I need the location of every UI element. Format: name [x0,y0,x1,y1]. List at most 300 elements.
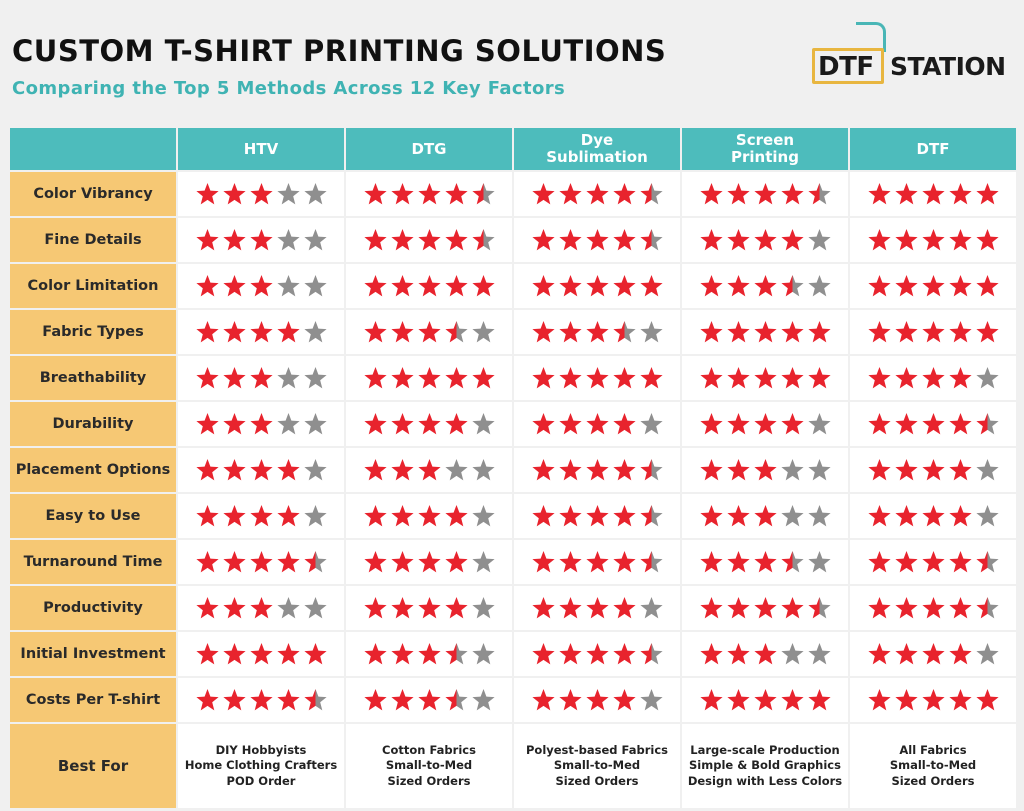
star-full-icon [780,228,805,252]
star-empty-icon [276,228,301,252]
star-rating [699,596,832,620]
star-full-icon [249,320,274,344]
best-for-value: Large-scale Production Simple & Bold Graphics Design with Less Colors [682,724,848,808]
star-full-icon [558,550,583,574]
star-full-icon [417,504,442,528]
star-empty-icon [639,320,664,344]
star-full-icon [867,642,892,666]
star-full-icon [807,320,832,344]
star-full-icon [807,366,832,390]
star-full-icon [753,228,778,252]
star-rating [531,688,664,712]
star-full-icon [780,182,805,206]
star-full-icon [894,504,919,528]
star-full-icon [585,458,610,482]
star-full-icon [921,182,946,206]
star-full-icon [780,412,805,436]
star-full-icon [726,320,751,344]
star-full-icon [948,182,973,206]
rating-cell [514,172,680,216]
star-full-icon [948,366,973,390]
star-full-icon [249,596,274,620]
star-full-icon [558,412,583,436]
star-full-icon [195,412,220,436]
star-full-icon [867,228,892,252]
column-header: HTV [178,128,344,170]
star-full-icon [726,366,751,390]
star-full-icon [249,688,274,712]
star-full-icon [558,182,583,206]
rating-cell [514,402,680,446]
star-full-icon [699,688,724,712]
star-rating [195,320,328,344]
star-full-icon [612,366,637,390]
row-label: Breathability [10,356,176,400]
star-full-icon [894,320,919,344]
star-full-icon [699,320,724,344]
star-empty-icon [303,596,328,620]
star-full-icon [444,550,469,574]
star-empty-icon [276,366,301,390]
star-full-icon [753,412,778,436]
star-rating [363,550,496,574]
star-full-icon [249,550,274,574]
star-half-icon [780,550,805,574]
star-rating [699,504,832,528]
rating-cell [514,310,680,354]
rating-cell [850,632,1016,676]
star-rating [699,182,832,206]
star-rating [531,274,664,298]
rating-cell [682,356,848,400]
star-full-icon [894,642,919,666]
star-rating [531,504,664,528]
rating-cell [850,586,1016,630]
star-full-icon [249,642,274,666]
star-full-icon [195,550,220,574]
rating-cell [850,356,1016,400]
rating-cell [682,310,848,354]
star-rating [867,320,1000,344]
star-full-icon [222,550,247,574]
rating-cell [346,678,512,722]
star-rating [699,458,832,482]
best-for-value: DIY Hobbyists Home Clothing Crafters POD Order [178,724,344,808]
star-empty-icon [303,320,328,344]
rating-cell [346,632,512,676]
star-full-icon [444,274,469,298]
rating-cell [850,218,1016,262]
star-full-icon [753,182,778,206]
column-header: Screen Printing [682,128,848,170]
star-full-icon [612,642,637,666]
star-rating [195,228,328,252]
star-empty-icon [807,504,832,528]
rating-cell [682,494,848,538]
rating-cell [514,448,680,492]
star-full-icon [894,412,919,436]
star-rating [699,320,832,344]
star-full-icon [585,228,610,252]
star-empty-icon [303,366,328,390]
star-rating [363,320,496,344]
star-empty-icon [807,458,832,482]
rating-cell [178,586,344,630]
star-full-icon [948,458,973,482]
table-corner [10,128,176,170]
rating-cell [178,218,344,262]
star-full-icon [753,274,778,298]
rating-cell [682,218,848,262]
star-full-icon [867,366,892,390]
star-full-icon [612,596,637,620]
star-full-icon [612,228,637,252]
star-rating [363,182,496,206]
star-rating [195,504,328,528]
star-rating [195,550,328,574]
star-full-icon [948,688,973,712]
star-full-icon [444,228,469,252]
best-for-value: Polyest-based Fabrics Small-to-Med Sized Orders [514,724,680,808]
star-empty-icon [303,274,328,298]
star-full-icon [417,412,442,436]
star-full-icon [726,688,751,712]
star-empty-icon [276,274,301,298]
star-full-icon [921,596,946,620]
star-full-icon [921,366,946,390]
star-full-icon [585,504,610,528]
star-rating [531,412,664,436]
rating-cell [346,356,512,400]
star-full-icon [921,228,946,252]
best-for-label: Best For [10,724,176,808]
row-label: Placement Options [10,448,176,492]
star-full-icon [921,412,946,436]
rating-cell [850,264,1016,308]
rating-cell [850,402,1016,446]
star-full-icon [948,412,973,436]
star-full-icon [390,596,415,620]
star-full-icon [585,320,610,344]
star-rating [531,320,664,344]
star-full-icon [195,274,220,298]
star-rating [699,550,832,574]
comparison-table [10,128,1016,808]
star-full-icon [417,228,442,252]
star-full-icon [195,504,220,528]
star-full-icon [867,182,892,206]
star-full-icon [531,550,556,574]
star-full-icon [444,366,469,390]
star-empty-icon [303,412,328,436]
star-rating [195,458,328,482]
star-full-icon [444,412,469,436]
logo-station-text: STATION [890,52,1006,81]
page-subtitle: Comparing the Top 5 Methods Across 12 Key Factors [12,78,566,99]
star-full-icon [699,596,724,620]
star-full-icon [558,228,583,252]
star-rating [195,182,328,206]
star-full-icon [699,366,724,390]
star-full-icon [921,550,946,574]
star-full-icon [249,182,274,206]
star-empty-icon [276,182,301,206]
star-full-icon [639,366,664,390]
star-full-icon [417,458,442,482]
star-full-icon [222,504,247,528]
rating-cell [514,678,680,722]
star-full-icon [444,504,469,528]
star-half-icon [639,228,664,252]
star-rating [699,274,832,298]
star-full-icon [417,596,442,620]
rating-cell [850,172,1016,216]
star-full-icon [417,688,442,712]
star-full-icon [726,596,751,620]
star-full-icon [363,320,388,344]
star-full-icon [867,274,892,298]
star-full-icon [585,366,610,390]
star-full-icon [195,642,220,666]
star-full-icon [639,274,664,298]
star-full-icon [867,504,892,528]
star-full-icon [417,642,442,666]
star-empty-icon [303,458,328,482]
rating-cell [514,494,680,538]
star-full-icon [276,458,301,482]
star-full-icon [780,688,805,712]
star-full-icon [390,366,415,390]
star-full-icon [531,228,556,252]
star-rating [195,596,328,620]
star-rating [531,366,664,390]
rating-cell [346,402,512,446]
star-empty-icon [807,550,832,574]
star-empty-icon [471,550,496,574]
star-empty-icon [975,504,1000,528]
star-full-icon [948,642,973,666]
star-half-icon [639,458,664,482]
star-rating [363,504,496,528]
star-full-icon [444,596,469,620]
star-full-icon [222,642,247,666]
star-full-icon [276,504,301,528]
star-full-icon [276,320,301,344]
star-rating [531,642,664,666]
star-full-icon [363,274,388,298]
star-full-icon [390,412,415,436]
star-full-icon [390,458,415,482]
star-full-icon [699,412,724,436]
star-full-icon [585,688,610,712]
star-rating [867,504,1000,528]
star-full-icon [975,320,1000,344]
star-rating [531,458,664,482]
star-full-icon [363,182,388,206]
star-full-icon [363,642,388,666]
star-full-icon [612,550,637,574]
star-half-icon [780,274,805,298]
star-full-icon [363,550,388,574]
star-full-icon [753,642,778,666]
star-full-icon [612,458,637,482]
star-full-icon [867,412,892,436]
star-full-icon [249,412,274,436]
star-full-icon [867,458,892,482]
star-full-icon [363,458,388,482]
rating-cell [682,448,848,492]
star-full-icon [249,366,274,390]
rating-cell [682,172,848,216]
star-full-icon [894,596,919,620]
star-full-icon [390,642,415,666]
rating-cell [514,540,680,584]
star-full-icon [558,504,583,528]
star-half-icon [612,320,637,344]
star-full-icon [921,458,946,482]
star-full-icon [417,182,442,206]
star-empty-icon [975,642,1000,666]
star-full-icon [612,412,637,436]
star-half-icon [444,688,469,712]
rating-cell [178,540,344,584]
rating-cell [682,402,848,446]
star-full-icon [699,504,724,528]
star-full-icon [558,320,583,344]
rating-cell [850,494,1016,538]
star-full-icon [363,412,388,436]
star-rating [363,366,496,390]
star-empty-icon [276,596,301,620]
star-full-icon [975,274,1000,298]
star-empty-icon [303,228,328,252]
star-empty-icon [780,642,805,666]
star-full-icon [948,320,973,344]
star-full-icon [531,274,556,298]
rating-cell [346,264,512,308]
star-full-icon [612,504,637,528]
star-full-icon [699,228,724,252]
star-full-icon [195,366,220,390]
star-full-icon [195,596,220,620]
star-full-icon [558,688,583,712]
star-full-icon [222,182,247,206]
star-full-icon [699,458,724,482]
star-full-icon [948,550,973,574]
star-empty-icon [471,458,496,482]
rating-cell [682,540,848,584]
star-full-icon [531,412,556,436]
star-full-icon [390,688,415,712]
star-empty-icon [471,642,496,666]
star-empty-icon [471,412,496,436]
star-full-icon [921,642,946,666]
star-full-icon [612,274,637,298]
star-full-icon [558,274,583,298]
star-half-icon [975,412,1000,436]
star-full-icon [726,182,751,206]
star-full-icon [585,274,610,298]
rating-cell [514,356,680,400]
star-rating [867,274,1000,298]
star-full-icon [222,366,247,390]
rating-cell [850,540,1016,584]
rating-cell [514,586,680,630]
star-full-icon [417,274,442,298]
star-full-icon [390,550,415,574]
star-full-icon [531,642,556,666]
star-full-icon [558,642,583,666]
star-full-icon [921,688,946,712]
rating-cell [346,540,512,584]
star-full-icon [612,688,637,712]
rating-cell [850,310,1016,354]
star-half-icon [639,182,664,206]
star-half-icon [471,228,496,252]
star-half-icon [444,642,469,666]
star-full-icon [195,320,220,344]
star-full-icon [249,504,274,528]
star-rating [699,642,832,666]
star-full-icon [249,228,274,252]
star-rating [195,274,328,298]
rating-cell [178,632,344,676]
star-full-icon [753,504,778,528]
star-empty-icon [807,274,832,298]
star-rating [867,596,1000,620]
star-rating [363,274,496,298]
star-full-icon [948,274,973,298]
star-full-icon [921,274,946,298]
rating-cell [346,310,512,354]
star-empty-icon [807,412,832,436]
star-rating [531,596,664,620]
star-full-icon [753,550,778,574]
star-full-icon [558,458,583,482]
star-half-icon [303,688,328,712]
star-rating [867,458,1000,482]
dtf-station-logo [812,22,1012,86]
star-full-icon [303,642,328,666]
star-full-icon [363,228,388,252]
star-half-icon [975,550,1000,574]
rating-cell [178,310,344,354]
star-full-icon [390,228,415,252]
star-full-icon [585,642,610,666]
star-rating [699,688,832,712]
star-full-icon [390,504,415,528]
star-empty-icon [807,228,832,252]
star-half-icon [639,642,664,666]
rating-cell [682,632,848,676]
star-rating [195,412,328,436]
rating-cell [346,218,512,262]
star-full-icon [753,320,778,344]
rating-cell [346,172,512,216]
star-empty-icon [807,642,832,666]
star-full-icon [444,182,469,206]
star-rating [531,550,664,574]
star-full-icon [726,550,751,574]
star-full-icon [585,596,610,620]
star-empty-icon [975,458,1000,482]
star-full-icon [390,274,415,298]
star-full-icon [222,228,247,252]
star-full-icon [867,320,892,344]
star-rating [531,182,664,206]
star-full-icon [780,320,805,344]
star-full-icon [921,320,946,344]
